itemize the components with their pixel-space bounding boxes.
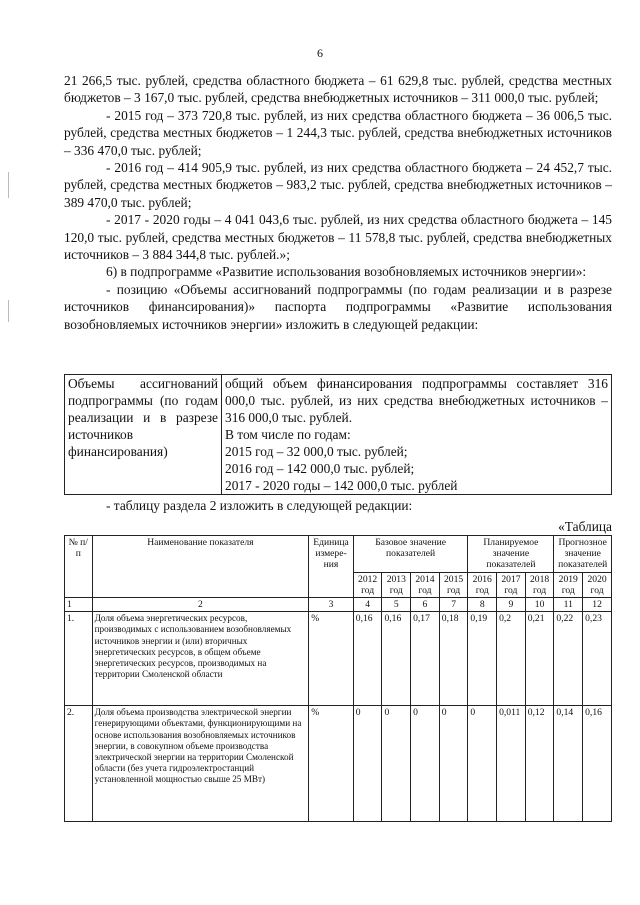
body-text bbox=[64, 72, 612, 333]
year-header: 2017 год bbox=[497, 572, 526, 597]
finance-line: 2017 - 2020 годы – 142 000,0 тыс. рублей bbox=[225, 478, 458, 493]
row-value: 0,16 bbox=[382, 612, 411, 706]
row-unit: % bbox=[309, 612, 354, 706]
row-unit: % bbox=[309, 706, 354, 822]
year-header: 2012 год bbox=[353, 572, 382, 597]
header-num: № п/п bbox=[65, 536, 93, 598]
col-number: 11 bbox=[554, 598, 583, 612]
year-header: 2013 год bbox=[382, 572, 411, 597]
col-number: 1 bbox=[65, 598, 93, 612]
row-value: 0,011 bbox=[497, 706, 526, 822]
row-value: 0,17 bbox=[411, 612, 440, 706]
row-name: Доля объема энергетических ресурсов, производимых с использованием возобновляемых источников энергии и (или) вторичных энергетических ресурсов, в общем объеме энергетических ресурсов, производимых на территории Смоленской области bbox=[92, 612, 309, 706]
col-number: 7 bbox=[439, 598, 468, 612]
row-value: 0 bbox=[353, 706, 382, 822]
col-number: 12 bbox=[583, 598, 612, 612]
year-header: 2016 год bbox=[468, 572, 497, 597]
col-number: 10 bbox=[525, 598, 554, 612]
col-number: 2 bbox=[92, 598, 309, 612]
finance-line: 2015 год – 32 000,0 тыс. рублей; bbox=[225, 444, 408, 459]
table-row bbox=[65, 612, 612, 706]
year-header: 2014 год bbox=[411, 572, 440, 597]
paragraph: 21 266,5 тыс. рублей, средства областного бюджета – 61 629,8 тыс. рублей, средства местных бюджетов – 3 167,0 тыс. рублей, средства внебюджетных источников – 311 000,0 тыс. рублей; bbox=[64, 73, 612, 106]
paragraph: 6) в подпрограмме «Развитие использования возобновляемых источников энергии»: bbox=[106, 264, 587, 280]
row-value: 0 bbox=[382, 706, 411, 822]
year-header: 2020 год bbox=[583, 572, 612, 597]
instruction-text: - таблицу раздела 2 изложить в следующей редакции: bbox=[106, 498, 413, 513]
row-value: 0,18 bbox=[439, 612, 468, 706]
margin-mark bbox=[8, 172, 9, 198]
header-unit: Единица измере-ния bbox=[309, 536, 354, 598]
row-value: 0,14 bbox=[554, 706, 583, 822]
finance-label: Объемы ассигнований подпрограммы (по годам реализации и в разрезе источников финансирования) bbox=[65, 375, 222, 495]
finance-line: общий объем финансирования подпрограммы составляет 316 000,0 тыс. рублей, из них средства внебюджетных источников – 316 000,0 тыс. рублей. bbox=[225, 376, 608, 425]
finance-line: 2016 год – 142 000,0 тыс. рублей; bbox=[225, 461, 415, 476]
row-value: 0,22 bbox=[554, 612, 583, 706]
row-value: 0,2 bbox=[497, 612, 526, 706]
row-value: 0 bbox=[439, 706, 468, 822]
finance-details bbox=[222, 375, 612, 495]
header-planned: Планируемое значение показателей bbox=[468, 536, 554, 573]
row-value: 0,23 bbox=[583, 612, 612, 706]
header-base: Базовое значение показателей bbox=[353, 536, 468, 573]
table-row bbox=[65, 706, 612, 822]
row-name: Доля объема производства электрической энергии генерирующими объектами, функционирующими на основе использования возобновляемых источников энергии, в совокупном объеме производства электрической энергии на территории Смоленской области (без учета гидроэлектростанций установленной мощностью свыше 25 МВт) bbox=[92, 706, 309, 822]
margin-mark bbox=[8, 300, 9, 322]
row-value: 0 bbox=[468, 706, 497, 822]
header-name: Наименование показателя bbox=[92, 536, 309, 598]
paragraph: - 2017 - 2020 годы – 4 041 043,6 тыс. рублей, из них средства областного бюджета – 145 120,0 тыс. рублей, средства местных бюджетов – 11 578,8 тыс. рублей, средства внебюджетных источников – 3 884 344,8 тыс. рублей.»; bbox=[64, 212, 612, 263]
header-forecast: Прогнозное значение показателей bbox=[554, 536, 612, 573]
year-header: 2018 год bbox=[525, 572, 554, 597]
col-number: 5 bbox=[382, 598, 411, 612]
col-number: 4 bbox=[353, 598, 382, 612]
col-number: 3 bbox=[309, 598, 354, 612]
row-value: 0,16 bbox=[353, 612, 382, 706]
row-value: 0 bbox=[411, 706, 440, 822]
finance-line: В том числе по годам: bbox=[225, 427, 351, 442]
row-value: 0,12 bbox=[525, 706, 554, 822]
table-caption: «Таблица bbox=[558, 519, 612, 535]
row-num: 1. bbox=[65, 612, 93, 706]
year-header: 2015 год bbox=[439, 572, 468, 597]
row-value: 0,19 bbox=[468, 612, 497, 706]
year-header: 2019 год bbox=[554, 572, 583, 597]
after-text-block bbox=[64, 497, 612, 536]
row-value: 0,16 bbox=[583, 706, 612, 822]
col-number: 9 bbox=[497, 598, 526, 612]
row-value: 0,21 bbox=[525, 612, 554, 706]
paragraph: - 2016 год – 414 905,9 тыс. рублей, из них средства областного бюджета – 24 452,7 тыс. рублей, средства местных бюджетов – 983,2 тыс. рублей, средства внебюджетных источников – 389 470,0 тыс. рублей; bbox=[64, 160, 612, 210]
col-number: 6 bbox=[411, 598, 440, 612]
paragraph: - 2015 год – 373 720,8 тыс. рублей, из них средства областного бюджета – 36 006,5 тыс. рублей, средства местных бюджетов – 1 244,3 тыс. рублей, средства внебюджетных источников – 336 470,0 тыс. рублей; bbox=[64, 107, 612, 158]
finance-table bbox=[64, 374, 612, 495]
paragraph: - позицию «Объемы ассигнований подпрограммы (по годам реализации и в разрезе источников финансирования)» паспорта подпрограммы «Развитие использования возобновляемых источников энергии» изложить в следующей редакции: bbox=[64, 281, 612, 332]
row-num: 2. bbox=[65, 706, 93, 822]
page-number: 6 bbox=[317, 46, 323, 60]
indicators-table bbox=[64, 535, 612, 822]
col-number: 8 bbox=[468, 598, 497, 612]
